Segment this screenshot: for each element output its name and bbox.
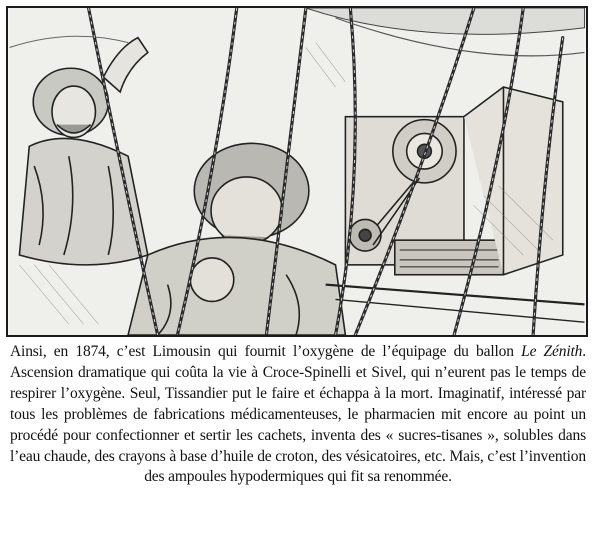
engraving-drawing	[8, 8, 586, 335]
caption-text	[10, 342, 586, 488]
illustration-balloon-crew	[6, 6, 588, 337]
caption-part-2: . Ascension dramatique qui coûta la vie à Croce-Spinelli et Sivel, qui n’eurent pas le temps de respirer l’oxygène. Seul, Tissandier put le faire et échappa à la mort. Imaginatif, intéressé par tous les problèmes de fabrications médicamenteuses, le pharmacien mit encore au point un procédé pour confectionner et sertir les cachets, inventa des « sucres-tisanes », solubles dans l’eau chaude, des crayons à base d’huile de croton, des vésicatoires, etc. Mais, c’est l’invention des ampoules hypodermiques qui fit sa renommée.	[10, 343, 587, 486]
balloon-name: Le Zénith	[521, 343, 583, 360]
caption-part-1: Ainsi, en 1874, c’est Limousin qui fournit l’oxygène de l’équipage du ballon	[10, 343, 522, 360]
